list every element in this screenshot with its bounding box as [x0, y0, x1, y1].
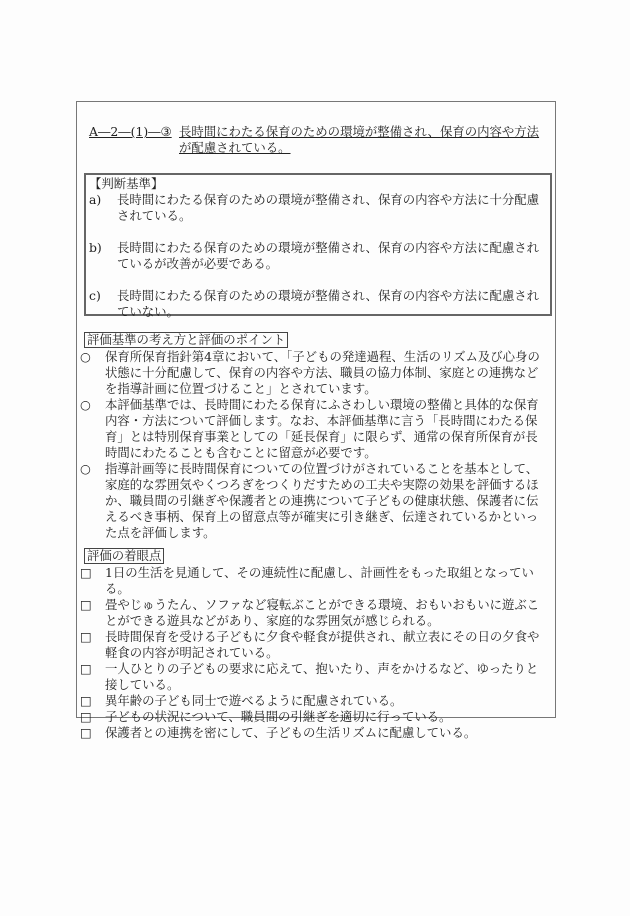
list-item-text: 指導計画等に長時間保育についての位置づけがされていることを基本として、家庭的な雰囲気やくつろぎをつくりだすための工夫や実際の効果を評価するほか、職員間の引継ぎや保護者との連携について子どもの健康状態、保護者に伝えるべき事柄、保育上の留意点等が確実に引き継ぎ、伝達されているかといった点を評価します。 [105, 461, 539, 540]
focus-points-heading: 評価の着眼点 [84, 548, 164, 564]
list-item-text: 子どもの状況について、職員間の引継ぎを適切に行っている。 [105, 709, 452, 724]
checklist-item [77, 725, 547, 741]
list-item-text: 一人ひとりの子どもの要求に応えて、抱いたり、声をかけるなど、ゆったりと接している。 [105, 661, 539, 692]
focus-points-list [77, 565, 547, 741]
item-title [89, 124, 547, 156]
checkbox-icon[interactable]: □ [80, 693, 92, 708]
checkbox-icon[interactable]: □ [80, 565, 92, 580]
criteria-text: 長時間にわたる保育のための環境が整備され、保育の内容や方法に配慮されていない。 [117, 288, 540, 319]
checkbox-icon[interactable]: □ [80, 709, 92, 724]
checkbox-icon[interactable]: □ [80, 597, 92, 612]
checklist-item [77, 693, 547, 709]
evaluation-points-heading: 評価基準の考え方と評価のポイント [84, 332, 288, 348]
list-item [77, 397, 547, 461]
focus-points-section [77, 548, 547, 741]
checkbox-icon[interactable]: □ [80, 725, 92, 740]
checklist-item [77, 629, 547, 661]
item-code: A―2―(1)―③ [89, 124, 172, 139]
criteria-text: 長時間にわたる保育のための環境が整備され、保育の内容や方法に配慮されているが改善が必要である。 [117, 240, 540, 271]
circle-bullet-icon: ○ [80, 349, 91, 364]
list-item-text: 保育所保育指針第4章において、「子どもの発達過程、生活のリズム及び心身の状態に十分配慮して、保育の内容や方法、職員の協力体制、家庭との連携などを指導計画に位置づけること」とされています。 [105, 349, 540, 396]
checklist-item [77, 565, 547, 597]
checklist-item [77, 709, 547, 725]
checkbox-icon[interactable]: □ [80, 629, 92, 644]
evaluation-points-section [77, 332, 547, 541]
item-title-text: 長時間にわたる保育のための環境が整備され、保育の内容や方法が配慮されている。 [179, 124, 540, 155]
list-item-text: 1日の生活を見通して、その連続性に配慮し、計画性をもった取組となっている。 [105, 565, 534, 596]
criteria-heading: 【判断基準】 [89, 176, 164, 191]
criteria-text: 長時間にわたる保育のための環境が整備され、保育の内容や方法に十分配慮されている。 [117, 192, 540, 223]
evaluation-points-list [77, 349, 547, 541]
checklist-item [77, 661, 547, 693]
criteria-marker: c) [89, 288, 101, 303]
list-item-text: 長時間保育を受ける子どもに夕食や軽食が提供され、献立表にその日の夕食や軽食の内容が明記されている。 [105, 629, 540, 660]
list-item-text: 畳やじゅうたん、ソファなど寝転ぶことができる環境、おもいおもいに遊ぶことができる遊具などがあり、家庭的な雰囲気が感じられる。 [105, 597, 540, 628]
list-item-text: 異年齢の子ども同士で遊べるように配慮されている。 [105, 693, 403, 708]
list-item-text: 保護者との連携を密にして、子どもの生活リズムに配慮している。 [105, 725, 477, 740]
evaluation-sheet [76, 101, 556, 740]
criteria-item-c [89, 288, 547, 320]
criteria-item-a [89, 192, 547, 224]
criteria-marker: a) [89, 192, 102, 207]
list-item-text: 本評価基準では、長時間にわたる保育にふさわしい環境の整備と具体的な保育内容・方法について評価します。なお、本評価基準に言う「長時間にわたる保育」とは特別保育事業としての「延長保育」に限らず、通常の保育所保育が長時間にわたることも含むことに留意が必要です。 [105, 397, 539, 460]
circle-bullet-icon: ○ [80, 461, 91, 476]
checkbox-icon[interactable]: □ [80, 661, 92, 676]
checklist-item [77, 597, 547, 629]
list-item [77, 349, 547, 397]
circle-bullet-icon: ○ [80, 397, 91, 412]
criteria-item-b [89, 240, 547, 272]
criteria-marker: b) [89, 240, 102, 255]
list-item [77, 461, 547, 541]
judgment-criteria-box [84, 173, 552, 319]
